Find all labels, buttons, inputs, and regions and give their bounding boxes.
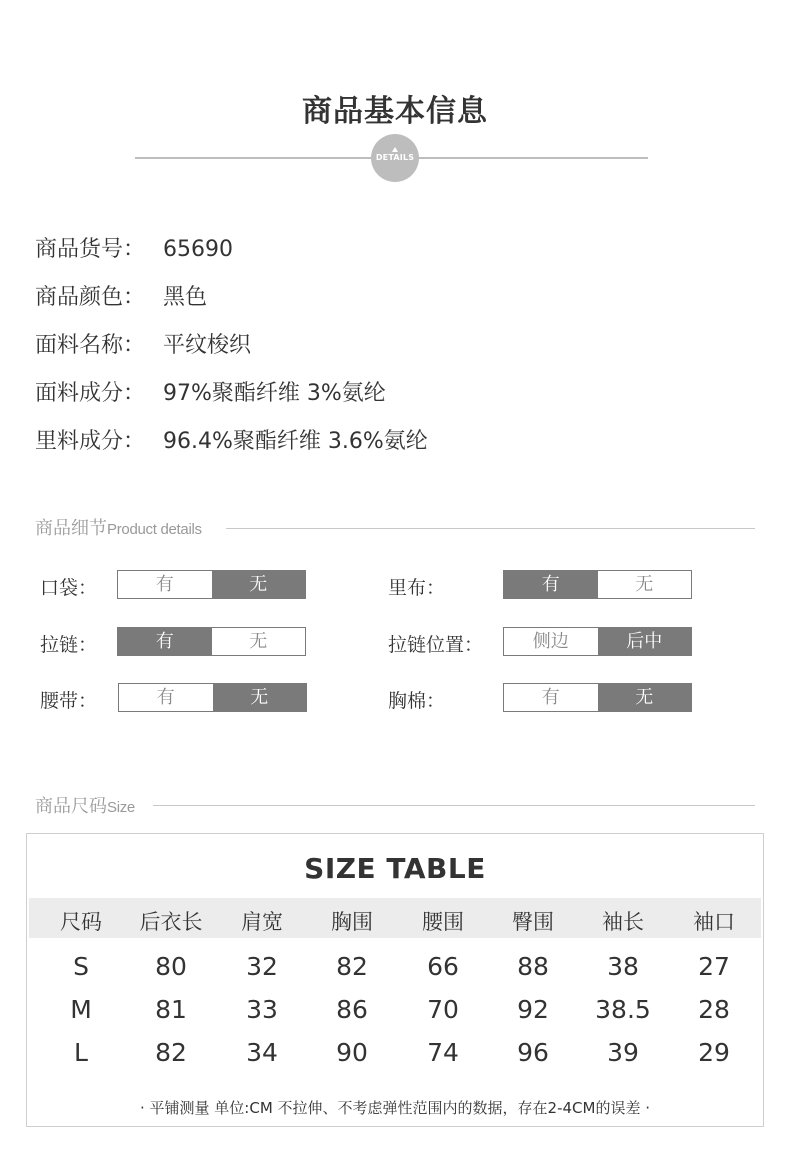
info-row-fabric-composition <box>35 376 428 424</box>
header-cell: 肩宽 <box>241 910 283 934</box>
lining-toggle <box>503 570 692 599</box>
option-side: 侧边 <box>504 628 598 655</box>
info-value: 97%聚酯纤维 3%氨纶 <box>163 381 386 406</box>
size-table-title: SIZE TABLE <box>304 852 486 885</box>
info-label: 商品货号： <box>35 237 146 262</box>
table-cell: M <box>70 995 92 1024</box>
attr-label-pocket: 口袋： <box>40 577 98 599</box>
zipper-position-toggle <box>503 627 692 656</box>
table-cell: L <box>74 1038 88 1067</box>
measurement-note: · 平铺测量 单位:CM 不拉伸、不考虑弹性范围内的数据，存在2-4CM的误差 · <box>140 1099 650 1117</box>
attr-label-chest-pad: 胸棉： <box>388 690 446 712</box>
table-cell: 39 <box>607 1038 639 1067</box>
table-cell: 27 <box>698 952 730 981</box>
info-row-color <box>35 280 428 328</box>
table-cell: S <box>73 952 89 981</box>
option-no-selected: 无 <box>212 571 306 598</box>
details-title-cn: 商品细节 <box>35 518 107 539</box>
size-table <box>26 833 764 1127</box>
table-cell: 32 <box>246 952 278 981</box>
belt-toggle <box>118 683 307 712</box>
zipper-toggle <box>117 627 306 656</box>
info-value: 平纹梭织 <box>163 333 252 358</box>
table-cell: 80 <box>155 952 187 981</box>
info-row-lining-composition <box>35 424 428 472</box>
details-badge-label: DETAILS <box>375 153 415 162</box>
option-yes-selected: 有 <box>118 628 212 655</box>
size-title-en: Size <box>107 799 135 816</box>
table-cell: 96 <box>517 1038 549 1067</box>
info-label: 里料成分： <box>35 429 146 454</box>
table-cell: 92 <box>517 995 549 1024</box>
table-cell: 86 <box>336 995 368 1024</box>
table-cell: 70 <box>427 995 459 1024</box>
info-label: 面料成分： <box>35 381 146 406</box>
info-value: 黑色 <box>163 285 208 310</box>
table-cell: 82 <box>336 952 368 981</box>
size-table-header <box>29 898 761 938</box>
header-cell: 臀围 <box>512 910 554 934</box>
attr-label-belt: 腰带： <box>40 690 98 712</box>
info-row-fabric-name <box>35 328 428 376</box>
details-badge <box>371 134 419 182</box>
header-cell: 腰围 <box>422 910 464 934</box>
option-no-selected: 无 <box>213 684 307 711</box>
size-section-title <box>35 792 135 818</box>
attr-label-zipper: 拉链： <box>40 634 98 656</box>
details-title-en: Product details <box>107 521 202 538</box>
option-back-center-selected: 后中 <box>598 628 692 655</box>
details-section-divider <box>226 528 755 529</box>
info-value: 65690 <box>163 237 233 262</box>
table-cell: 82 <box>155 1038 187 1067</box>
option-no: 无 <box>598 571 692 598</box>
option-yes: 有 <box>119 684 213 711</box>
option-no: 无 <box>212 628 306 655</box>
option-yes: 有 <box>118 571 212 598</box>
table-row <box>29 995 761 1037</box>
header-cell: 后衣长 <box>139 910 203 934</box>
table-cell: 29 <box>698 1038 730 1067</box>
table-cell: 28 <box>698 995 730 1024</box>
size-title-cn: 商品尺码 <box>35 796 107 817</box>
header-cell: 袖口 <box>693 910 735 934</box>
attr-label-zipper-position: 拉链位置： <box>388 634 484 656</box>
table-row <box>29 1038 761 1080</box>
table-cell: 33 <box>246 995 278 1024</box>
info-value: 96.4%聚酯纤维 3.6%氨纶 <box>163 429 428 454</box>
table-cell: 66 <box>427 952 459 981</box>
header-cell: 胸围 <box>331 910 373 934</box>
info-label: 商品颜色： <box>35 285 146 310</box>
option-yes: 有 <box>504 684 598 711</box>
table-cell: 38 <box>607 952 639 981</box>
pocket-toggle <box>117 570 306 599</box>
info-label: 面料名称： <box>35 333 146 358</box>
product-info-list <box>35 232 428 472</box>
table-cell: 38.5 <box>595 995 651 1024</box>
table-cell: 88 <box>517 952 549 981</box>
table-cell: 34 <box>246 1038 278 1067</box>
option-no-selected: 无 <box>598 684 692 711</box>
table-row <box>29 952 761 994</box>
page-title: 商品基本信息 <box>302 94 488 129</box>
attr-label-lining: 里布： <box>388 577 446 599</box>
header-divider-right <box>418 157 648 159</box>
triangle-up-icon <box>392 147 398 152</box>
table-cell: 74 <box>427 1038 459 1067</box>
header-cell: 尺码 <box>60 910 102 934</box>
size-section-divider <box>153 805 755 806</box>
header-cell: 袖长 <box>602 910 644 934</box>
table-cell: 90 <box>336 1038 368 1067</box>
chest-pad-toggle <box>503 683 692 712</box>
option-yes-selected: 有 <box>504 571 598 598</box>
details-section-title <box>35 514 202 540</box>
info-row-item-number <box>35 232 428 280</box>
header-divider-left <box>135 157 373 159</box>
table-cell: 81 <box>155 995 187 1024</box>
